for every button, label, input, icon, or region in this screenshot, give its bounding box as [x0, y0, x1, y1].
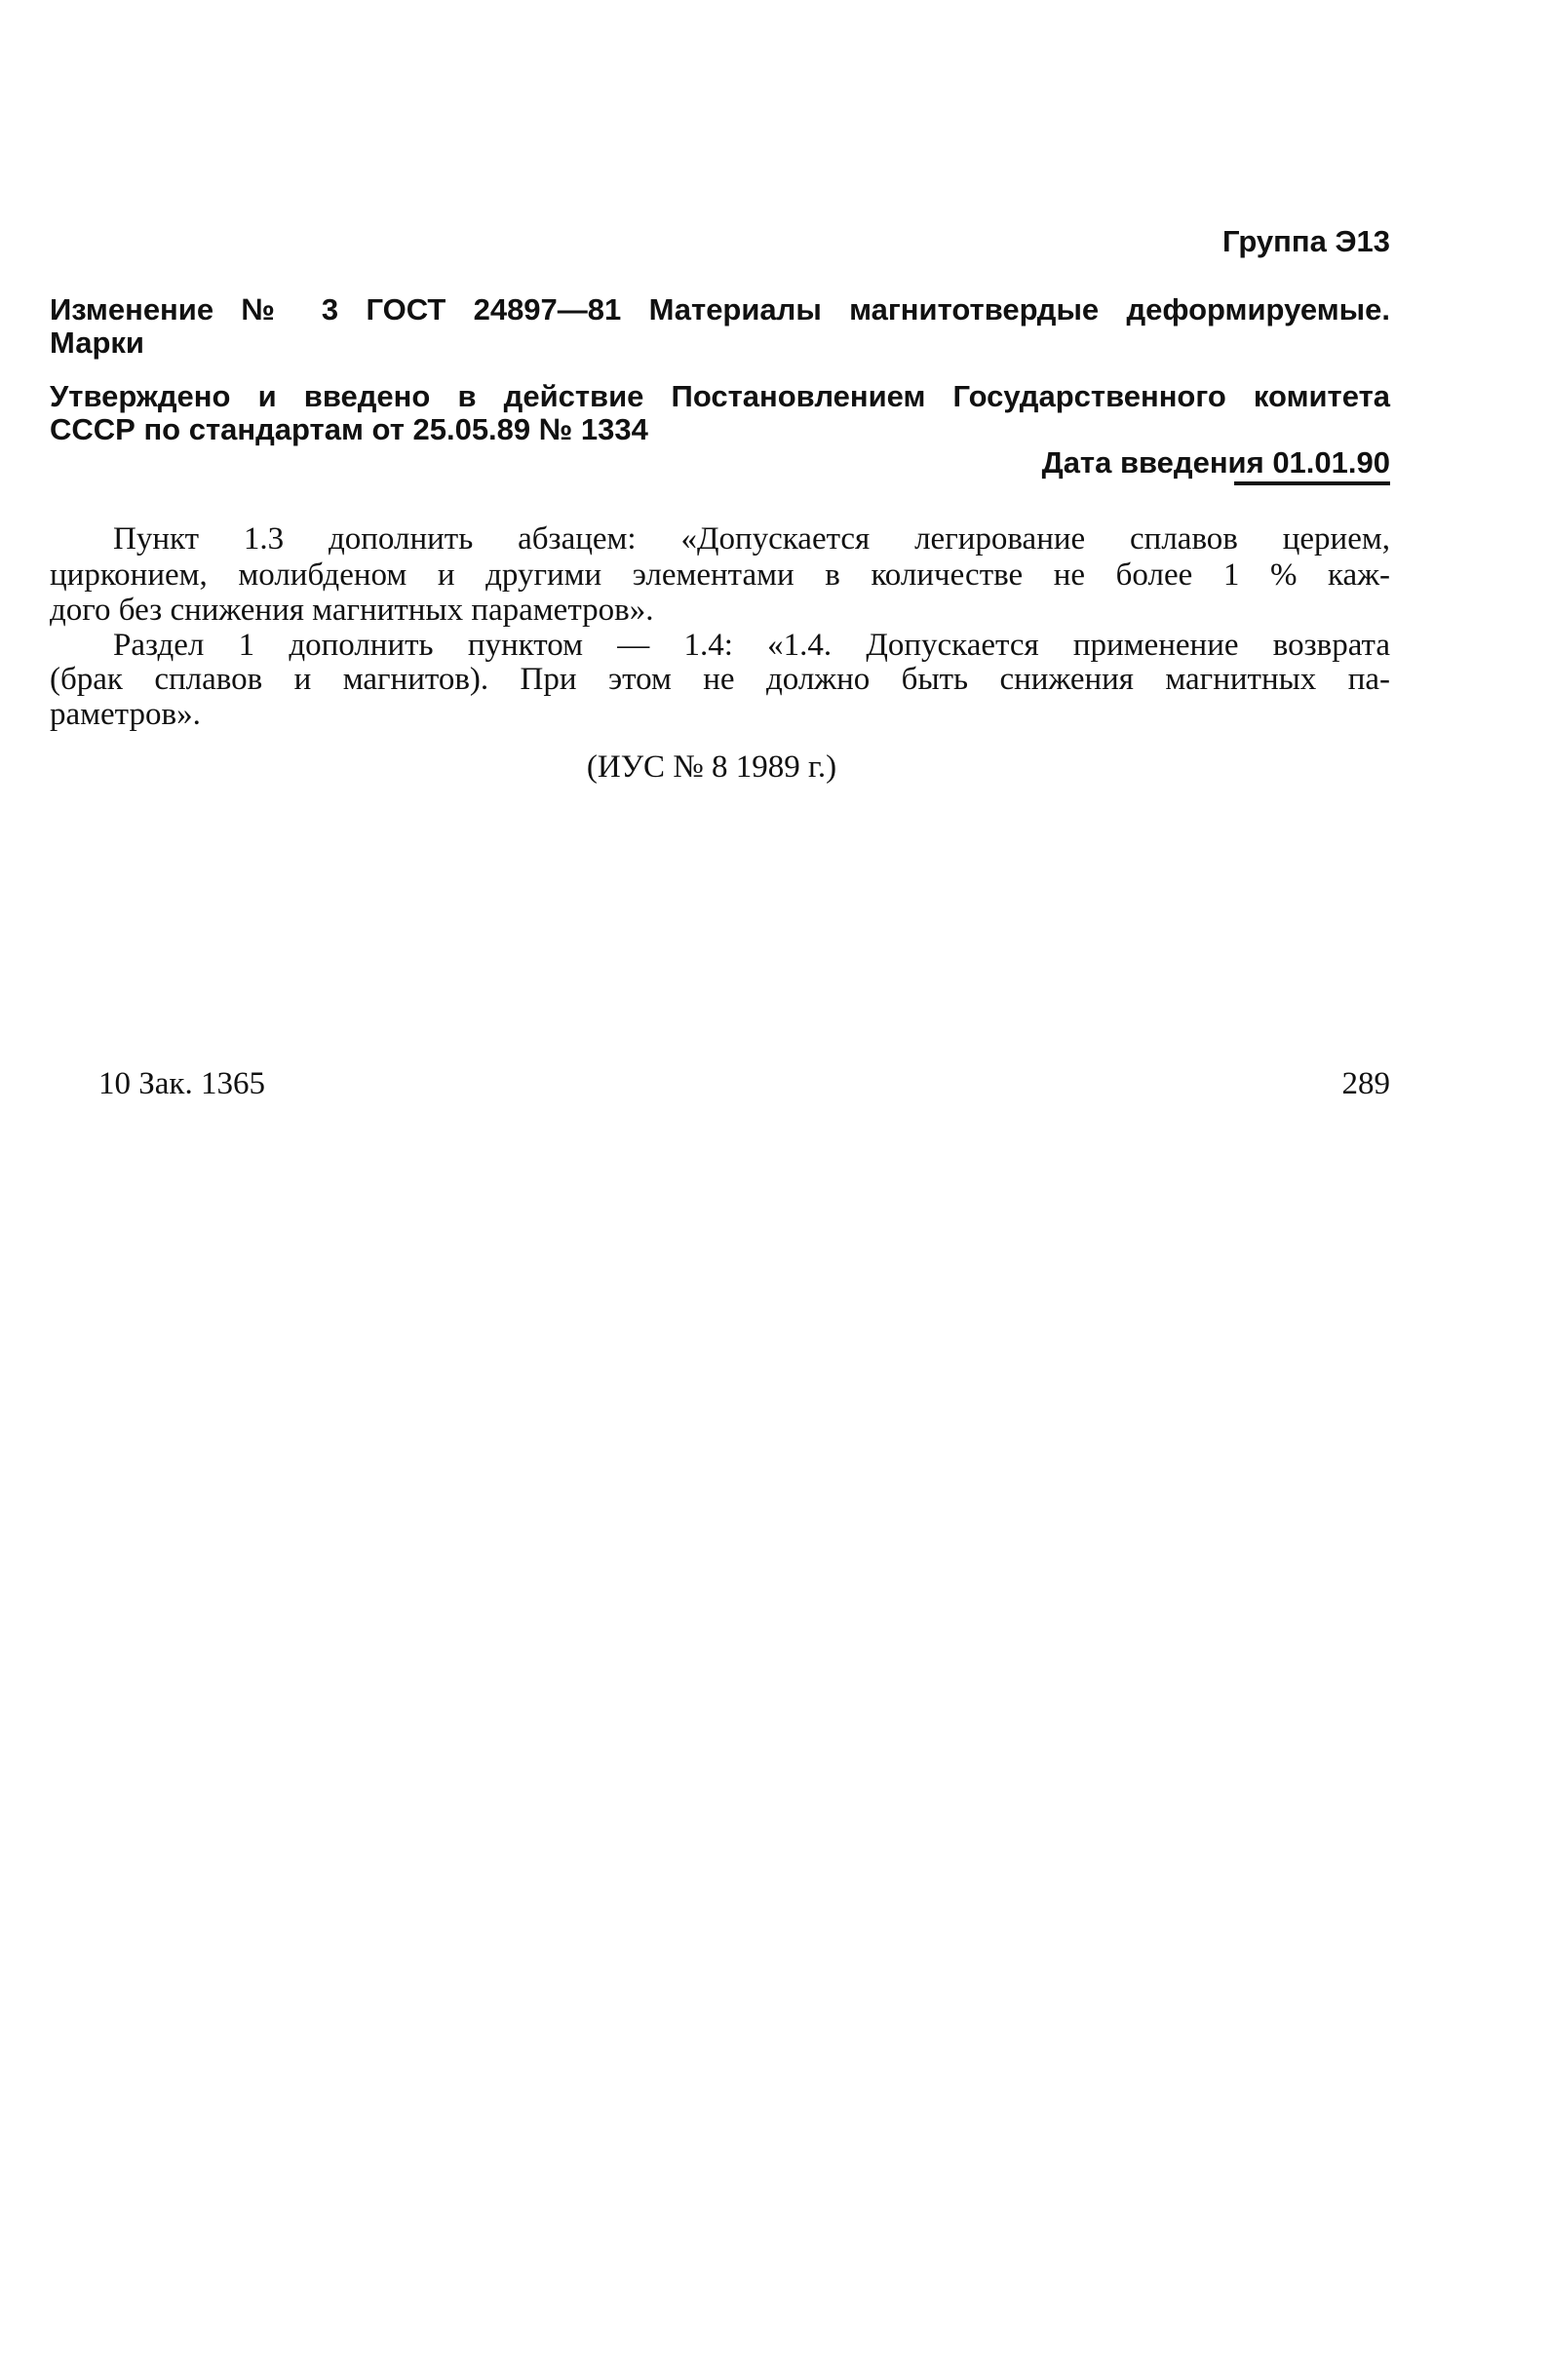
source-reference: (ИУС № 8 1989 г.): [586, 749, 837, 785]
paragraph2-line: (брак сплавов и магнитов). При этом не должно быть снижения магнитных па-: [50, 662, 1390, 697]
approval-line-1: Утверждено и введено в действие Постановлением Государственного комитета: [50, 379, 1390, 413]
effective-date: Дата введения 01.01.90: [1041, 445, 1390, 480]
page-number: 289: [1341, 1066, 1390, 1101]
paragraph2-line: Раздел 1 дополнить пунктом — 1.4: «1.4. Допускается применение возврата: [113, 628, 1390, 663]
footer-order: 10 Зак. 1365: [98, 1066, 265, 1101]
approval-line-2: СССР по стандартам от 25.05.89 № 1334: [50, 412, 648, 446]
paragraph1-line: цирконием, молибденом и другими элементами в количестве не более 1 % каж-: [50, 557, 1390, 593]
title-line-2: Марки: [50, 326, 144, 360]
date-underline: [1234, 481, 1390, 485]
paragraph2-line: раметров».: [50, 697, 201, 732]
group-code: Группа Э13: [1222, 224, 1390, 258]
title-line-1: Изменение № 3 ГОСТ 24897—81 Материалы магнитотвердые деформируемые.: [50, 292, 1390, 326]
paragraph1-line: Пункт 1.3 дополнить абзацем: «Допускается легирование сплавов церием,: [113, 521, 1390, 557]
paragraph1-line: дого без снижения магнитных параметров».: [50, 593, 654, 628]
